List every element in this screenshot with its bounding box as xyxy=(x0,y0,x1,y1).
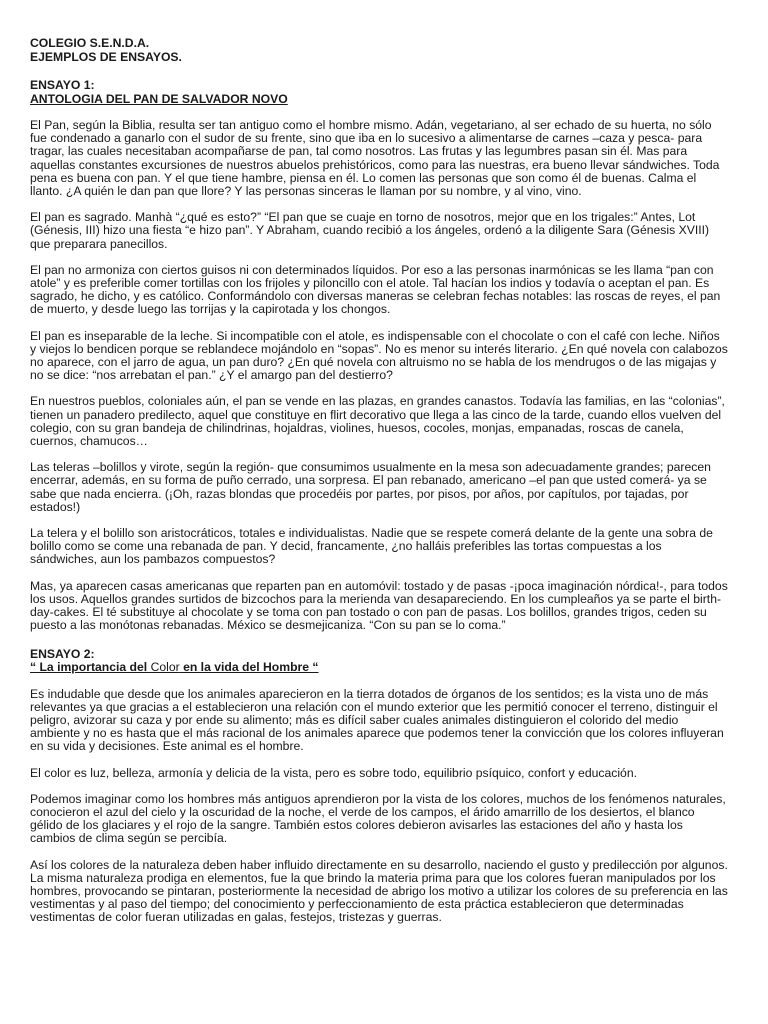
essay-2-title-suffix: en la vida del Hombre “ xyxy=(179,660,319,674)
essay-1-heading xyxy=(30,79,728,106)
essay-1-paragraph: El pan es inseparable de la leche. Si incompatible con el atole, es indispensable con el chocolate o con el café con leche. Niños y viejos lo bendicen porque se reblandece mojándolo en “sopas”. No es menor su interés literario. ¿En qué novela con calabozos no aparece, con el jarro de agua, un pan duro? ¿En qué novela con altruismo no se habla de los mendrugos o de las migajas y no se dice: “nos arrebatan el pan.” ¿Y el amargo pan del destierro? xyxy=(30,328,728,383)
essay-1-paragraph: La telera y el bolillo son aristocráticos, totales e individualistas. Nadie que se respete comerá delante de la gente una sobra de bolillo como se come una rebanada de pan. Y decid, francamente, ¿no halláis preferibles las tortas compuestas a los sándwiches, aun los pambazos compuestos? xyxy=(30,526,713,567)
essay-1-paragraph: Las teleras –bolillos y virote, según la región- que consumimos usualmente en la mesa son adecuadamente grandes; parecen encerrar, además, en su forma de puño cerrado, una sorpresa. El pan rebanado, americano –el pan que usted comerá- ya se sabe que nada encierra. (¡Oh, razas blondas que procedéis por partes, por pisos, por años, por capítulos, por tajadas, por estados!) xyxy=(30,460,711,514)
school-name: COLEGIO S.E.N.D.A. xyxy=(30,36,150,50)
essay-2-label: ENSAYO 2: xyxy=(30,646,95,661)
essay-1-paragraph: El pan no armoniza con ciertos guisos ni con determinados líquidos. Por eso a las personas inarmónicas se les llama “pan con atole” y es preferible comer tortillas con los frijoles y piloncillo con el atole. Tal hacían los indios y todavía o aceptan el pan. Es sagrado, he dicho, y es católico. Conformándolo con diversas maneras se celebran fechas notables: las roscas de reyes, el pan de muerto, y desde luego las torrijas y la capirotada y los chongos. xyxy=(30,262,721,317)
essay-1-paragraph: En nuestros pueblos, coloniales aún, el pan se vende en las plazas, en grandes canastos. Todavía las familias, en las “colonias”, tienen un panadero predilecto, aquel que constituye en flirt decorativo que llega a las cinco de la tarde, cuando ellos vuelven del colegio, con su gran bandeja de chilindrinas, hojaldras, violines, huesos, cocoles, monjas, empanadas, roscas de canela, cuernos, chamucos… xyxy=(30,394,725,449)
document-header xyxy=(30,37,728,64)
essay-1-label: ENSAYO 1: xyxy=(30,78,95,92)
essay-1-paragraph: Mas, ya aparecen casas americanas que reparten pan en automóvil: tostado y de pasas -¡poca imaginación nórdica!-, para todos los usos. Aquellos grandes surtidos de bizcochos para la merienda van desapareciendo. En los cumpleaños ya se parte el birth-day-cakes. El té substituye al chocolate y se toma con pan tostado o con pan de pasas. Los bolillos, grandes trigos, ceden su puesto a las monótonas rebanadas. México se desmejicaniza. “Con su pan se lo coma.” xyxy=(30,578,728,633)
essay-2-title-word: Color xyxy=(150,660,180,674)
essay-2-paragraph: Así los colores de la naturaleza deben haber influido directamente en su desarrollo, naciendo el gusto y predilección por algunos. La misma naturaleza prodiga en elementos, fue la que brindo la materia prima para que los colores fueran manipulados por los hombres, provocando se pintaran, posteriormente la necesidad de abrigo los motivo a utilizar los colores de su preferencia en las vestimentas y al paso del tiempo; del conocimiento y perfeccionamiento de esta práctica establecieron que determinadas vestimentas de color fueran utilizadas en galas, festejos, tristezas y guerras. xyxy=(30,857,728,925)
essay-2-paragraph: El color es luz, belleza, armonía y delicia de la vista, pero es sobre todo, equilibrio psíquico, confort y educación. xyxy=(30,765,637,780)
essay-2-title-prefix: “ La importancia del xyxy=(30,660,151,674)
essay-1-title: ANTOLOGIA DEL PAN DE SALVADOR NOVO xyxy=(30,91,288,106)
essay-2-paragraph: Podemos imaginar como los hombres más antiguos aprendieron por la vista de los colores, muchos de los fenómenos naturales, conocieron el azul del cielo y la oscuridad de la noche, el verde de los campos, el árido amarrillo de los desiertos, el blanco gélido de los glaciares y el rojo de la sangre. También estos colores debieron avisarles las estaciones del año y hasta los cambios de clima según se percibía. xyxy=(30,791,726,846)
document-subtitle: EJEMPLOS DE ENSAYOS. xyxy=(30,49,182,64)
essay-1-paragraph: El Pan, según la Biblia, resulta ser tan antiguo como el hombre mismo. Adán, vegetariano, al ser echado de su huerta, no sólo fue condenado a ganarlo con el sudor de su frente, sino que iba en lo sucesivo a alimentarse de carnes –caza y pesca- para tragar, las cuales necesitaban acompañarse de pan, tal como nosotros. Las frutas y las legumbres pasan sin él. Mas para aquellas constantes excursiones de nuestros abuelos prehistóricos, como para las nuestras, era bueno llevar sándwiches. Toda pena es buena con pan. Y el que tiene hambre, piensa en él. Lo comen las personas que son como él de buenas. Calma el llanto. ¿A quién le dan pan que llore? Y las personas sinceras le llaman por su nombre, y al vino, vino. xyxy=(30,118,720,199)
essay-1-paragraph: El pan es sagrado. Manhà “¿qué es esto?” “El pan que se cuaje en torno de nosotros, mejor que en los trigales:” Antes, Lot (Génesis, III) hizo una fiesta “e hizo pan”. Y Abraham, cuando recibió a los ángeles, ordenó a la diligente Sara (Génesis XVIII) que preparara panecillos. xyxy=(30,210,710,251)
essay-2-paragraph: Es indudable que desde que los animales aparecieron en la tierra dotados de órganos de los sentidos; es la vista uno de más relevantes ya que gracias a el establecieron una relación con el mundo exterior que les permitió conocer el terreno, distinguir el peligro, avizorar su caza y por ende su alimento; más es difícil saber cuales animales distinguieron el colorido del medio ambiente y no es hasta que el más racional de los animales aparece que podemos tener la convicción que los colores influyeran en su vida y decisiones. Este animal es el hombre. xyxy=(30,686,724,754)
essay-2-title xyxy=(30,661,728,675)
essay-2-heading xyxy=(30,648,728,675)
